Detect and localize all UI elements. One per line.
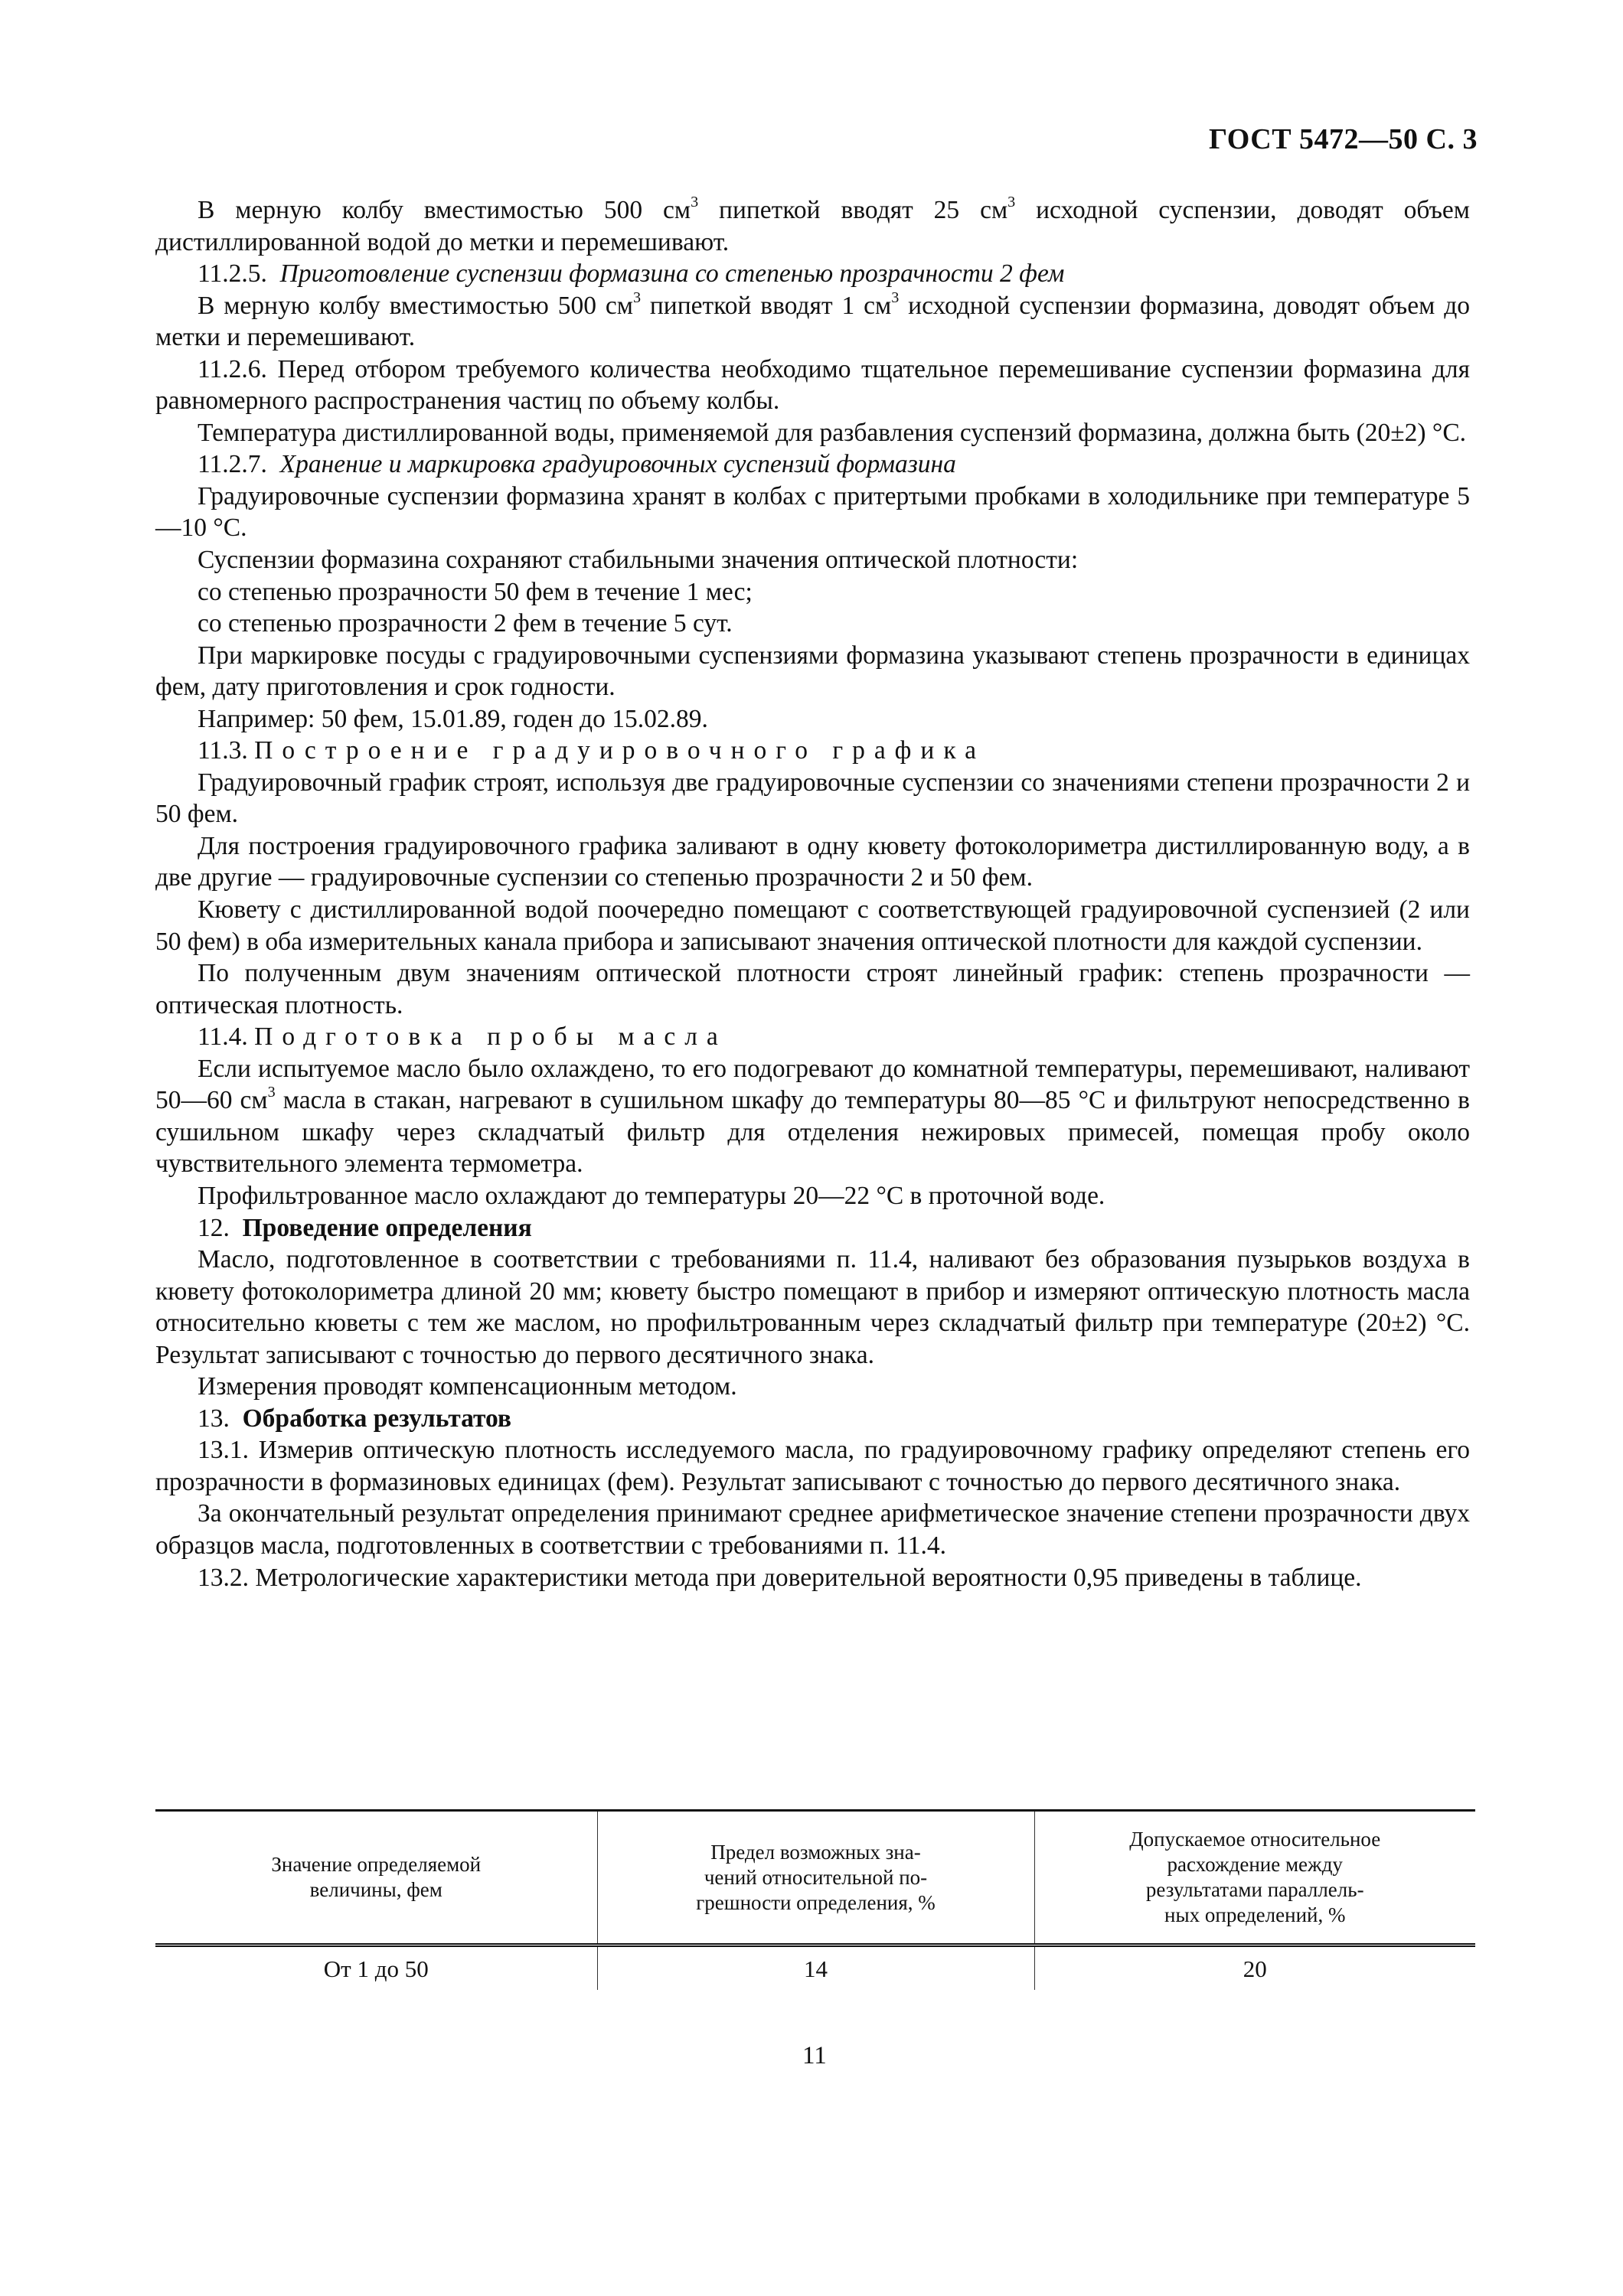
paragraph: Для построения градуировочного графика заливают в одну кювету фотоколориметра дистиллированную воду, а в две другие — градуировочные суспензии со степенью прозрачности 2 и 50 фем. xyxy=(155,831,1470,892)
table-cell: 14 xyxy=(597,1945,1034,1991)
metrology-table xyxy=(155,1809,1475,1990)
paragraph: Суспензии формазина сохраняют стабильными значения оптической плотности: xyxy=(198,546,1079,575)
column-header: Предел возможных зна- чений относительной по- грешности определения, % xyxy=(597,1811,1034,1945)
table-header-row xyxy=(155,1811,1475,1945)
paragraph: Градуировочный график строят, используя две градуировочные суспензии со значениями степени прозрачности 2 и 50 фем. xyxy=(155,768,1470,829)
list-item: со степенью прозрачности 50 фем в течение 1 мес; xyxy=(198,577,753,606)
paragraph: Профильтрованное масло охлаждают до температуры 20—22 °С в проточной воде. xyxy=(198,1181,1105,1210)
section-12-heading: 12. Проведение определения xyxy=(198,1213,532,1242)
paragraph: Температура дистиллированной воды, применяемой для разбавления суспензий формазина, должна быть (20±2) °С. xyxy=(198,418,1467,447)
section-11-2-6: 11.2.6. Перед отбором требуемого количества необходимо тщательное перемешивание суспензии формазина для равномерного распространения частиц по объему колбы. xyxy=(155,354,1470,416)
column-header: Значение определяемой величины, фем xyxy=(271,1853,482,1901)
paragraph: Измерения проводят компенсационным методом. xyxy=(198,1372,737,1401)
paragraph: Если испытуемое масло было охлаждено, то его подогревают до комнатной температуры, перемешивают, наливают 50—60 $см^3$ масла в стакан, нагревают в сушильном шкафу до температуры 80—85 °С и фильтруют непосредственно в сушильном шкафу через складчатый фильтр для отделения нежировых примесей, помещая пробу около чувствительного элемента термометра. xyxy=(155,1054,1471,1179)
list-item: со степенью прозрачности 2 фем в течение 5 сут. xyxy=(198,609,733,638)
section-11-2-5-heading: 11.2.5. Приготовление суспензии формазина со степенью прозрачности 2 фем xyxy=(198,259,1065,289)
paragraph: В мерную колбу вместимостью 500 $см^3$ пипеткой вводят 1 $см^3$ исходной суспензии формазина, доводят объем до метки и перемешивают. xyxy=(155,289,1470,352)
paragraph: В мерную колбу вместимостью 500 $см^3$ пипеткой вводят 25 $см^3$ исходной суспензии, доводят объем дистиллированной водой до метки и перемешивают. xyxy=(155,193,1470,256)
paragraph: По полученным двум значениям оптической плотности строят линейный график: степень прозрачности — оптическая плотность. xyxy=(155,959,1470,1019)
section-13-heading: 13. Обработка результатов xyxy=(198,1404,511,1433)
section-11-2-7-heading: 11.2.7. Хранение и маркировка градуировочных суспензий формазина xyxy=(198,450,956,479)
paragraph: Масло, подготовленное в соответствии с требованиями п. 11.4, наливают без образования пузырьков воздуха в кювету фотоколориметра длиной 20 мм; кювету быстро помещают в прибор и измеряют оптическую плотность масла относительно кюветы с тем же маслом, но профильтрованным через складчатый фильтр при температуре (20±2) °С. Результат записывают с точностью до первого десятичного знака. xyxy=(155,1245,1470,1369)
table-cell: От 1 до 50 xyxy=(323,1955,429,1982)
column-header: Допускаемое относительное расхождение между результатами параллель- ных определений, % xyxy=(1034,1811,1475,1945)
section-11-4-heading: 11.4. Подготовка пробы масла xyxy=(198,1022,727,1052)
table-cell: 20 xyxy=(1034,1945,1475,1991)
section-13-1: 13.1. Измерив оптическую плотность исследуемого масла, по градуировочному графику определяют степень его прозрачности в формазиновых единицах (фем). Результат записывают с точностью до первого десятичного знака. xyxy=(155,1436,1470,1496)
table-row xyxy=(155,1945,1475,1991)
paragraph: Например: 50 фем, 15.01.89, годен до 15.02.89. xyxy=(198,704,708,733)
document-header: ГОСТ 5472—50 С. 3 xyxy=(1209,123,1478,155)
page-number: 11 xyxy=(802,2042,827,2069)
paragraph: За окончательный результат определения принимают среднее арифметическое значение степени прозрачности двух образцов масла, подготовленных в соответствии с требованиями п. 11.4. xyxy=(155,1499,1470,1560)
paragraph: При маркировке посуды с градуировочными суспензиями формазина указывают степень прозрачности в единицах фем, дату приготовления и срок годности. xyxy=(155,641,1470,702)
section-13-2: 13.2. Метрологические характеристики метода при доверительной вероятности 0,95 приведены в таблице. xyxy=(198,1563,1362,1592)
paragraph: Кювету с дистиллированной водой поочередно помещают с соответствующей градуировочной суспензией (2 или 50 фем) в оба измерительных канала прибора и записывают значения оптической плотности для каждой суспензии. xyxy=(155,895,1470,956)
document-body xyxy=(155,194,1470,1593)
paragraph: Градуировочные суспензии формазина хранят в колбах с притертыми пробками в холодильнике при температуре 5—10 °С. xyxy=(155,481,1470,543)
section-11-3-heading: 11.3. Построение градуировочного графика xyxy=(198,736,985,765)
